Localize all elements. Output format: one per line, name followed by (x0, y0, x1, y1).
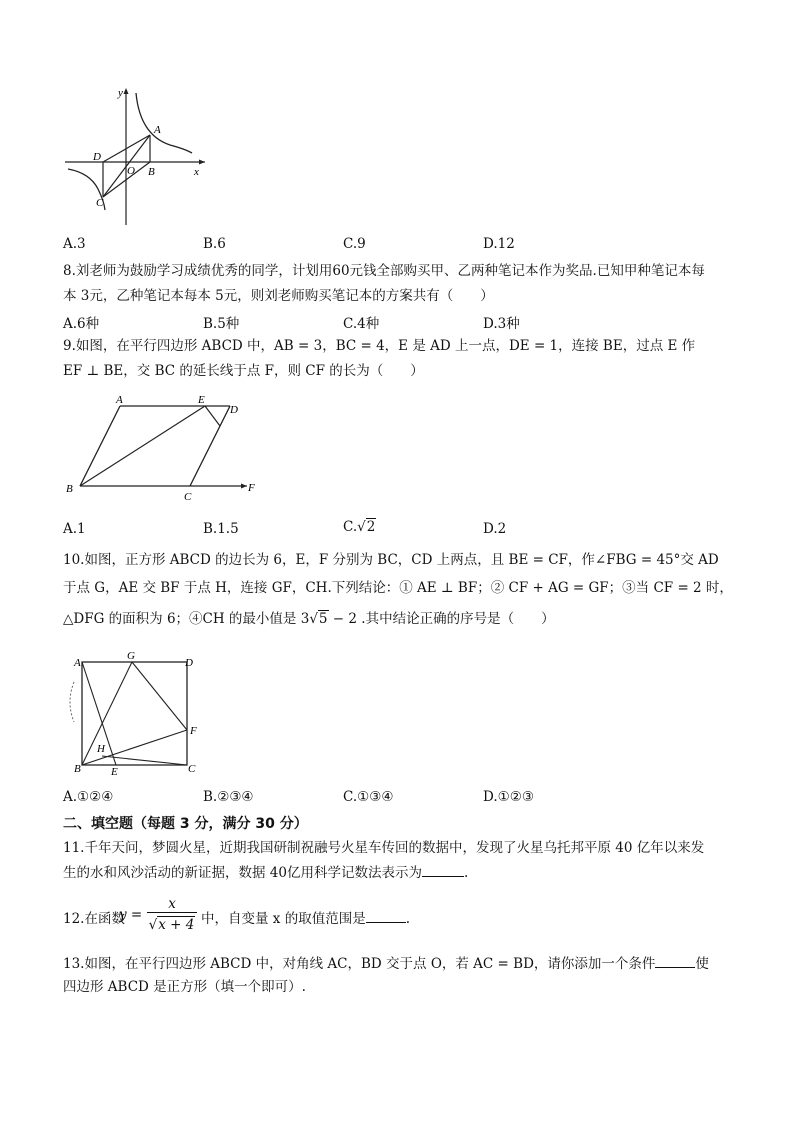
q8-option-c[interactable]: C.4种 (343, 316, 380, 332)
label-C: C (184, 491, 192, 503)
q9-line2: EF ⊥ BE，交 BC 的延长线于点 F，则 CF 的长为（ ） (63, 363, 424, 379)
q10-option-c[interactable]: C.①③④ (343, 789, 394, 805)
label-E: E (198, 394, 205, 406)
q9-option-b[interactable]: B.1.5 (203, 521, 239, 537)
q11-line2 (63, 862, 468, 883)
q7-option-c[interactable]: C.9 (343, 236, 366, 252)
hyperbola-branch-right (136, 93, 192, 153)
label-C: C (96, 197, 104, 209)
q13-answer-blank[interactable] (655, 953, 695, 968)
q10-line3-post: − 2 .其中结论正确的序号是（ ） (328, 611, 555, 627)
x-axis-arrow (199, 160, 205, 165)
label-G: G (127, 652, 135, 662)
q10-option-b[interactable]: B.②③④ (203, 789, 254, 805)
q12-numerator: x (147, 896, 197, 913)
q12-y-eq: y = (119, 907, 143, 923)
q8-option-a[interactable]: A.6种 (63, 316, 100, 332)
q11-answer-blank[interactable] (422, 862, 464, 877)
label-B: B (74, 763, 81, 775)
label-A: A (116, 394, 123, 406)
q7-figure (60, 85, 210, 230)
label-F: F (190, 725, 197, 737)
q10-line1: 10.如图，正方形 ABCD 的边长为 6，E，F 分别为 BC，CD 上两点，且 BE = CF，作∠FBG = 45°交 AD (63, 552, 719, 568)
q9-option-c-prefix: C. (343, 519, 358, 535)
q13-line2: 四边形 ABCD 是正方形（填一个即可）. (63, 979, 306, 995)
q10-line3-pre: △DFG 的面积为 6；④CH 的最小值是 3 (63, 611, 310, 627)
label-D: D (93, 151, 101, 163)
q8-option-b[interactable]: B.5种 (203, 316, 240, 332)
q10-figure (62, 652, 200, 776)
label-B: B (148, 166, 155, 178)
label-E: E (111, 766, 118, 776)
q9-option-c-radicand: 2 (366, 519, 376, 535)
q10-option-a[interactable]: A.①②④ (63, 789, 114, 805)
label-D: D (185, 657, 193, 669)
q11-line2-text: 生的水和风沙活动的新证据，数据 40亿用科学记数法表示为 (63, 865, 422, 881)
q10-option-d[interactable]: D.①②③ (483, 789, 534, 805)
section-title: 二、填空题（每题 3 分，满分 30 分） (63, 816, 308, 832)
q7-option-d[interactable]: D.12 (483, 236, 515, 252)
y-axis-arrow (124, 88, 129, 94)
q12-denominator (147, 917, 197, 933)
label-y: y (118, 87, 123, 99)
sqrt-symbol: √ (148, 917, 158, 933)
q10-line3-radicand: 5 (318, 611, 328, 627)
q12-answer-blank[interactable] (366, 908, 406, 923)
label-D: D (230, 404, 238, 416)
q11-period: . (463, 865, 469, 881)
q8-line2: 本 3元，乙种笔记本每本 5元，则刘老师购买笔记本的方案共有（ ） (63, 288, 494, 304)
q11-line1: 11.千年天问，梦圆火星，近期我国研制祝融号火星车传回的数据中，发现了火星乌托邦平原 40 亿年以来发 (63, 840, 705, 856)
sqrt-symbol: √ (309, 611, 318, 627)
label-A: A (154, 124, 161, 136)
q7-option-a[interactable]: A.3 (63, 236, 86, 252)
label-x: x (194, 166, 199, 178)
q12-period: . (405, 911, 410, 927)
q12-post: 中，自变量 x 的取值范围是 (201, 911, 366, 927)
q8-option-d[interactable]: D.3种 (483, 316, 520, 332)
q9-option-c[interactable] (343, 519, 376, 535)
q9-line1: 9.如图，在平行四边形 ABCD 中，AB = 3，BC = 4，E 是 AD 上一点，DE = 1，连接 BE，过点 E 作 (63, 338, 696, 354)
q9-option-d[interactable]: D.2 (483, 521, 507, 537)
q7-option-b[interactable]: B.6 (203, 236, 226, 252)
label-C: C (188, 763, 196, 775)
q13-line1 (63, 953, 709, 974)
q12-post-wrap (201, 907, 410, 927)
q10-line3 (63, 609, 555, 629)
label-H: H (97, 743, 105, 755)
q10-line2: 于点 G，AE 交 BF 于点 H，连接 GF，CH.下列结论：① AE ⊥ BF；② CF + AG = GF；③当 CF = 2 时， (63, 580, 733, 596)
q13-line1-pre: 13.如图，在平行四边形 ABCD 中，对角线 AC，BD 交于点 O，若 AC = BD，请你添加一个条件 (63, 956, 656, 972)
q12-pre: 12.在函数 (63, 911, 125, 927)
q9-option-a[interactable]: A.1 (63, 521, 86, 537)
q9-figure (62, 392, 262, 504)
label-B: B (66, 483, 73, 495)
sqrt-symbol: √ (357, 519, 366, 535)
label-O: O (127, 165, 135, 177)
label-F: F (248, 482, 255, 494)
q8-line1: 8.刘老师为鼓励学习成绩优秀的同学，计划用60元钱全部购买甲、乙两种笔记本作为奖品.已知甲种笔记本每 (63, 263, 705, 279)
q12-radicand: x + 4 (158, 917, 195, 933)
label-A: A (74, 657, 81, 669)
q13-line1-post: 使 (695, 956, 709, 972)
